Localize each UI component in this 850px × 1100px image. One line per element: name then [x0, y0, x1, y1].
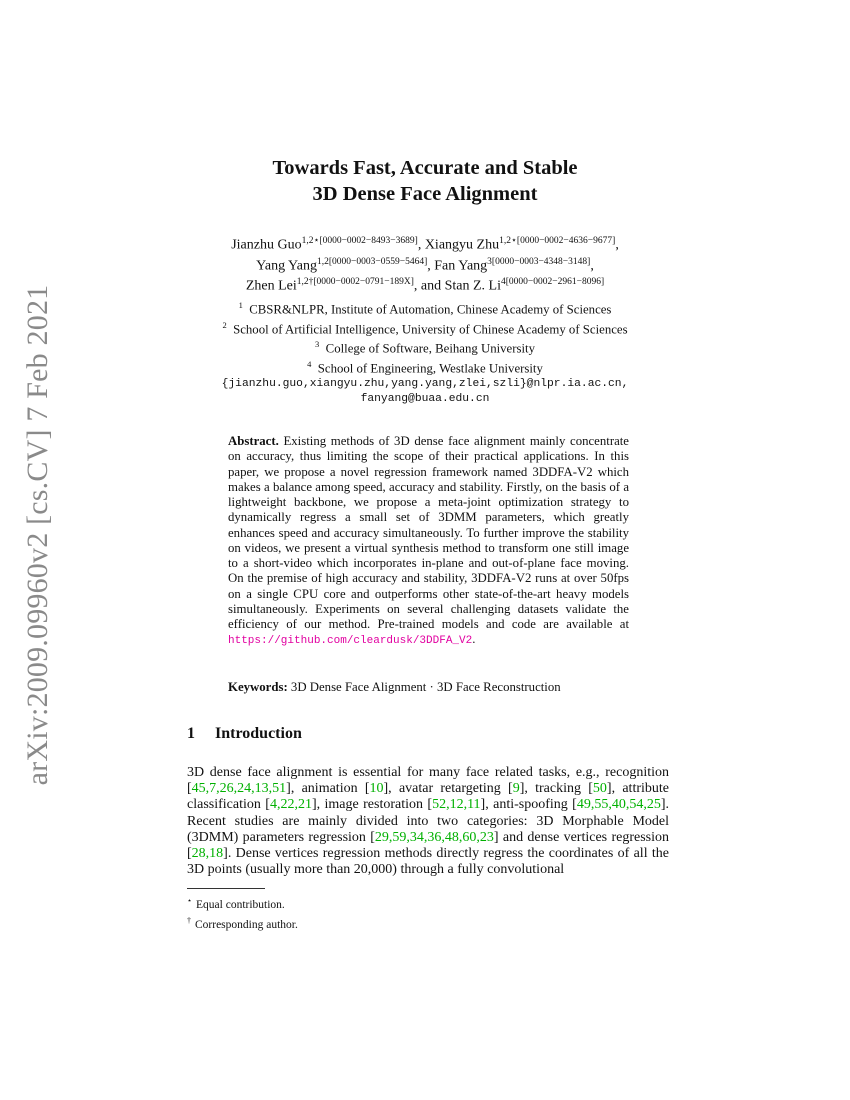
email-line-2: fanyang@buaa.edu.cn	[360, 393, 490, 406]
citation-link[interactable]: 9	[512, 781, 520, 797]
citation-link[interactable]: 29,59,34,36,48,60,23	[374, 829, 494, 845]
citation-link[interactable]: 49,55,40,54,25	[576, 797, 661, 813]
author-name: Fan Yang	[434, 258, 488, 274]
author-name: Stan Z. Li	[444, 278, 501, 294]
author-name: Yang Yang	[256, 258, 317, 274]
abstract-text: Existing methods of 3D dense face alignment mainly concentrate on accuracy, thus limiting the scope of their practical applications. In this paper, we propose a novel regression framework named 3DDFA-V2 which makes a balance among speed, accuracy and stability. Firstly, on the basis of a lightweight backbone, we propose a meta-joint optimization strategy to dynamically regress a small set of 3DMM parameters, which greatly enhances speed and accuracy simultaneously. To further improve the stability on videos, we present a virtual synthesis method to transform one still image to a short-video which incorporates in-plane and out-of-plane face moving. On the premise of high accuracy and stability, 3DDFA-V2 runs at over 50fps on a single CPU core and outperforms other state-of-the-art heavy models simultaneously. Experiments on several challenging datasets validate the efficiency of our method. Pre-trained models and code are available at	[228, 434, 629, 631]
affiliation: $^1$ CBSR&NLPR, Institute of Automation, Chinese Academy of Sciences	[238, 300, 612, 317]
footnote: † Corresponding author.	[187, 916, 298, 932]
author-line-2: Yang Yang$^{1,2[0000-0003-0559-5464]}$, Fan Yang$^{3[0000-0003-4348-3148]}$,	[256, 256, 594, 274]
affiliation: $^3$ College of Software, Beihang University	[315, 339, 535, 356]
author-line-1: Jianzhu Guo$^{1,2⋆[0000-0002-8493-3689]}$, Xiangyu Zhu$^{1,2⋆[0000-0002-4636-9677]}$,	[231, 236, 619, 253]
author-name: Zhen Lei	[245, 278, 297, 294]
citation-link[interactable]: 45,7,26,24,13,51	[191, 781, 287, 797]
keywords	[228, 680, 561, 695]
author-sup: 1,2[0000−0003−0559−5464]	[316, 256, 428, 267]
author-name: Xiangyu Zhu	[424, 237, 500, 253]
author-sup: 3[0000−0003−4348−3148]	[487, 256, 591, 267]
author-name: Jianzhu Guo	[231, 237, 302, 253]
affiliation: $^2$ School of Artificial Intelligence, University of Chinese Academy of Sciences	[222, 319, 628, 336]
email-line-1: {jianzhu.guo,xiangyu.zhu,yang.yang,zlei,szli}@nlpr.ia.ac.cn,	[221, 377, 629, 390]
affiliation: $^4$ School of Engineering, Westlake University	[307, 359, 543, 376]
arxiv-stamp-text: arXiv:2009.09960v2 [cs.CV] 7 Feb 2021	[21, 284, 54, 786]
author-line-3: Zhen Lei$^{1,2\dagger[0000-0002-0791-189X]}$, and Stan Z. $Li^{4[0000-0002-2961-8096]}$	[245, 277, 605, 294]
abstract: Abstract. Existing methods of 3D dense face alignment mainly concentrate on accuracy, thus limiting the scope of their practical applications. In this paper, we propose a novel regression framework named 3DDFA-V2 which makes a balance among speed, accuracy and stability. Firstly, on the basis of a lightweight backbone, we propose a meta-joint optimization strategy to dynamically regress a small set of 3DMM parameters, which greatly enhances speed and accuracy simultaneously. To further improve the stability on videos, we present a virtual synthesis method to transform one still image to a short-video which incorporates in-plane and out-of-plane face moving. On the premise of high accuracy and stability, 3DDFA-V2 runs at over 50fps on a single CPU core and outperforms other state-of-the-art heavy models simultaneously. Experiments on several challenging datasets validate the efficiency of our method. Pre-trained models and code are available at https://github.com/cleardusk/3DDFA_V2.	[228, 434, 629, 648]
section-number: 1	[187, 725, 195, 742]
abstract-label: Abstract.	[228, 434, 279, 448]
section-title: Introduction	[215, 725, 302, 742]
footnote: ⋆ Equal contribution.	[187, 896, 285, 911]
citation-link[interactable]: 52,12,11	[432, 797, 481, 813]
intro-paragraph: 3D dense face alignment is essential for many face related tasks, e.g., recognition [45,7,26,24,13,51], animation [10], avatar retargeting [9], tracking [50], attribute classification [4,22,21], image restoration [52,12,11], anti-spoofing [49,55,40,54,25]. Recent studies are mainly divided into two categories: 3D Morphable Model (3DMM) parameters regression [29,59,34,36,48,60,23] and dense vertices regression [28,18]. Dense vertices regression methods directly regress the coordinates of all the 3D points (usually more than 20,000) through a fully convolutional	[187, 765, 670, 878]
footnote-rule	[187, 888, 265, 889]
section-heading	[187, 725, 302, 743]
citation-link[interactable]: 4,22,21	[269, 797, 312, 813]
keywords-text: 3D Dense Face Alignment · 3D Face Reconstruction	[290, 680, 561, 694]
author-sup: 1,2†[0000−0002−0791−189X]	[296, 277, 414, 288]
citation-link[interactable]: 50	[592, 781, 607, 797]
author-sup: 4[0000−0002−2961−8096]	[501, 277, 605, 288]
footnotes	[187, 893, 298, 934]
paper-title	[0, 155, 850, 207]
affiliations	[0, 298, 850, 408]
keywords-label: Keywords:	[228, 680, 288, 694]
author-list	[0, 233, 850, 295]
title-line-2: 3D Dense Face Alignment	[312, 183, 538, 205]
author-sup: 1,2⋆[0000−0002−4636−9677]	[499, 236, 616, 246]
title-line-1: Towards Fast, Accurate and Stable	[272, 157, 578, 179]
code-link[interactable]: https://github.com/cleardusk/3DDFA_V2	[228, 635, 473, 648]
author-sup: 1,2⋆[0000−0002−8493−3689]	[301, 236, 418, 246]
citation-link[interactable]: 28,18	[191, 846, 224, 862]
citation-link[interactable]: 10	[369, 781, 384, 797]
